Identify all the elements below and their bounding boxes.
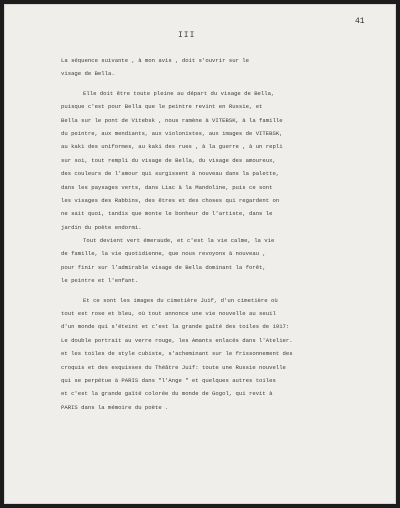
text-line: pour finir sur l'admirable visage de Bella dominant la forêt, (61, 263, 266, 271)
text-line: Et ce sont les images du cimetière Juif, d'un cimetière où (83, 296, 278, 304)
text-line: sur soi, tout rempli du visage de Bella, du visage des amoureux, (61, 156, 276, 164)
text-line: jardin du poète endormi. (61, 223, 142, 231)
text-line: croquis et des esquisses du Théâtre Juif: toute une Russie nouvelle (61, 363, 286, 371)
text-line: Elle doit être toute pleine au départ du visage de Bella, (83, 89, 275, 97)
chapter-heading: III (178, 31, 196, 40)
text-line: du peintre, aux mendiants, aux violonistes, aux images de VITEBSK, (61, 129, 283, 137)
text-line: et les toiles de style cubiste, s'acheminant sur le frissonnement des (61, 350, 293, 358)
text-line: PARIS dans la mémoire du poète . (61, 403, 169, 411)
text-line: Le double portrait au verre rouge, les Amants enlacés dans l'Atelier. (61, 336, 293, 344)
text-line: d'un monde qui s'éteint et c'est la grande gaîté des toiles de 1917: (61, 323, 290, 331)
text-line: et c'est la grande gaîté colorée du monde de Gogol, qui revit à (61, 390, 273, 398)
text-line: dans les paysages verts, dans Liac à la Mandoline, puis ce sont (61, 183, 273, 191)
text-line: La séquence suivante , à mon avis , doit s'ouvrir sur le (61, 57, 249, 64)
text-line: Bella sur le pont de Vitebsk , nous ramène à VITEBSK, à la famille (61, 116, 283, 124)
text-line: visage de Bella. (61, 70, 115, 78)
text-line: ne sait quoi, tandis que monte le bonheur de l'artiste, dans le (61, 210, 273, 218)
text-line: puisque c'est pour Bella que le peintre revint en Russie, et (61, 103, 263, 111)
text-line: des couleurs de l'amour qui surgissent à nouveau dans la palette, (61, 170, 280, 178)
text-line: qui se perpétue à PARIS dans "l'Ange " et quelques autres toiles (61, 376, 276, 384)
body-text (61, 54, 379, 414)
text-line: au kaki des uniformes, au kaki des rues , à la guerre , à un repli (61, 143, 283, 151)
text-line: les visages des Rabbins, des êtres et des choses qui regardent on (61, 196, 280, 204)
text-line: Tout devient vert émeraude, et c'est la vie calme, la vie (83, 237, 275, 245)
text-line: le peintre et l'enfant. (61, 277, 139, 285)
text-line: de famille, la vie quotidienne, que nous revoyons à nouveau , (61, 250, 266, 258)
text-line: tout est rose et bleu, où tout annonce une vie nouvelle au seuil (61, 310, 276, 318)
typewritten-page (4, 4, 396, 504)
page-number: 41 (355, 17, 365, 26)
